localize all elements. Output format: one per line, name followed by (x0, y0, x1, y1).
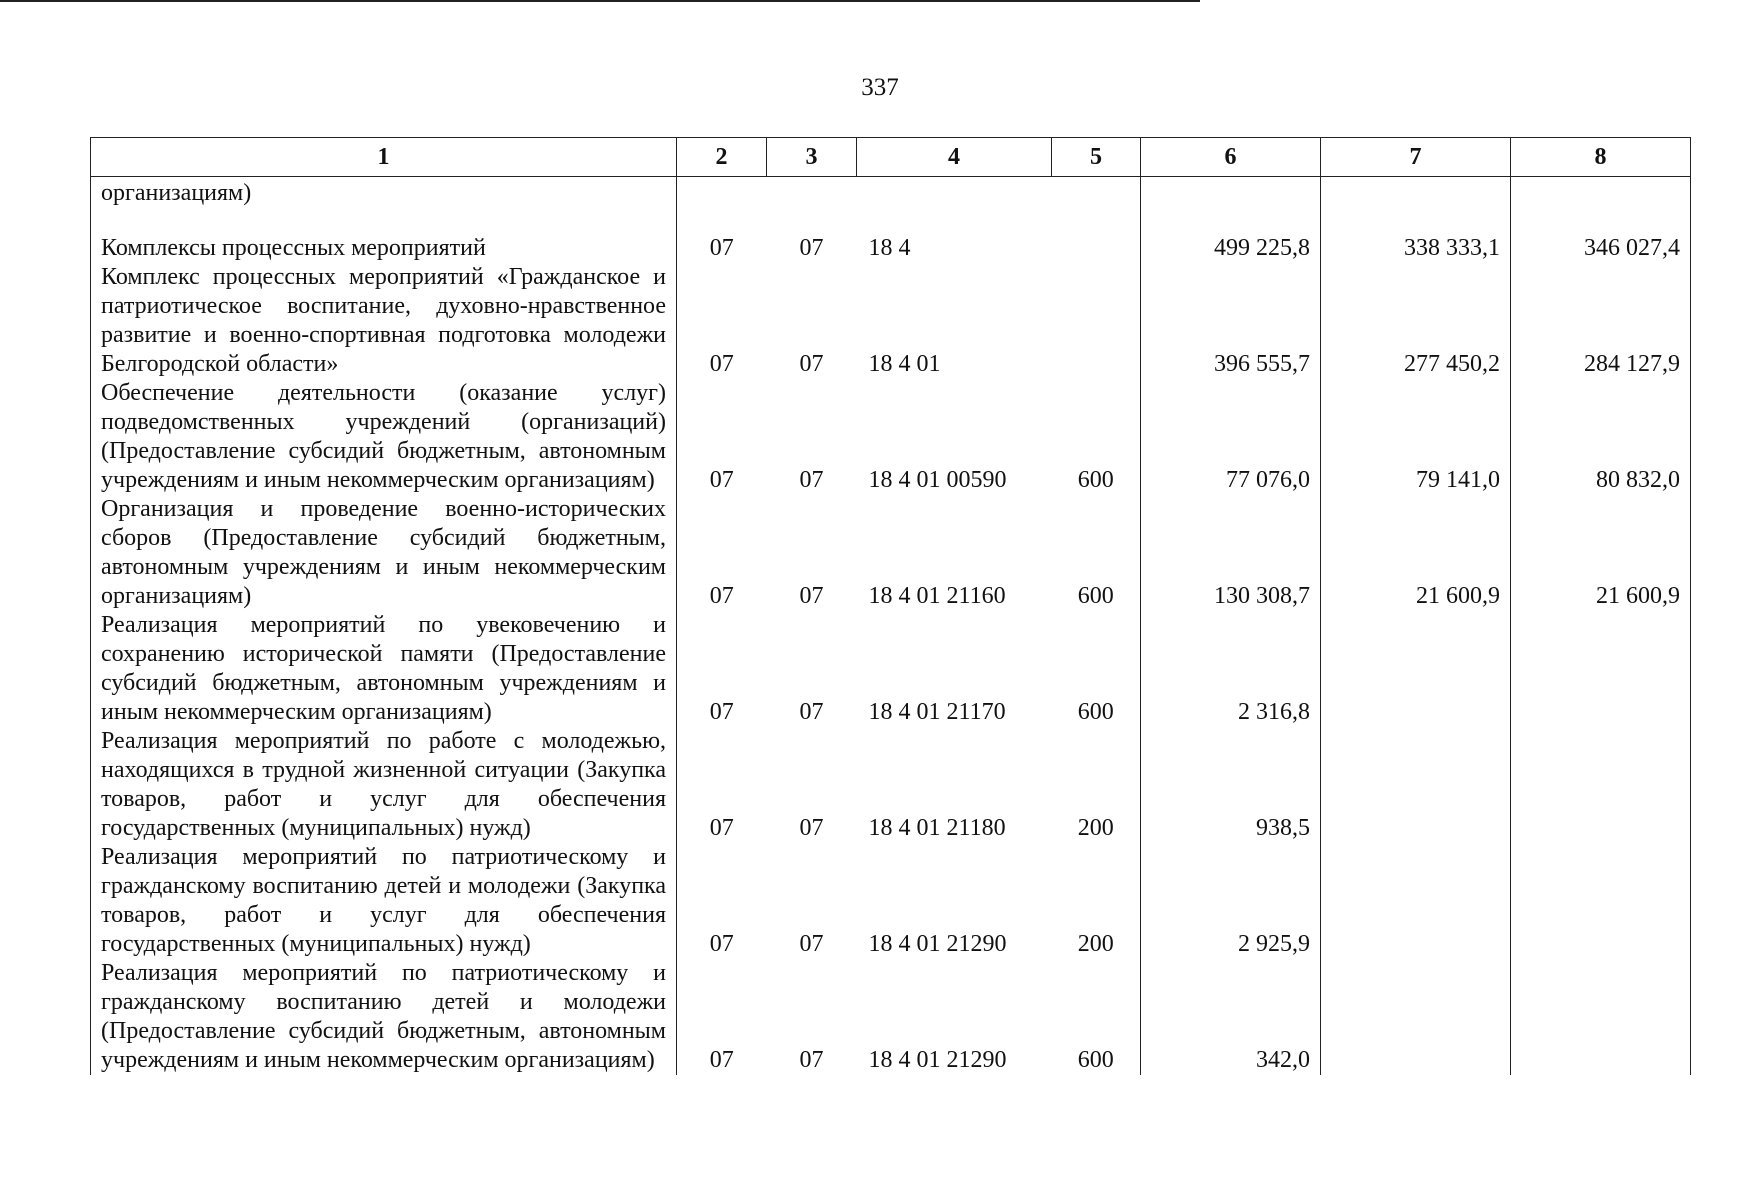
section-code: 07 (677, 727, 767, 843)
subsection-code (767, 177, 857, 209)
section-code (677, 177, 767, 209)
subsection-code: 07 (799, 467, 824, 493)
subsection-code: 07 (799, 931, 824, 957)
amount-col8 (1511, 177, 1691, 209)
amount-col8: 21 600,9 (1511, 495, 1691, 611)
subsection-code: 07 (799, 1047, 824, 1073)
budget-table (90, 137, 1691, 1075)
target-article-code: 18 4 (868, 235, 911, 261)
amount-col7 (1321, 177, 1511, 209)
expense-type-code (1052, 263, 1141, 379)
table-row (91, 843, 1691, 959)
amount-col8 (1511, 843, 1691, 959)
expense-type-code: 600 (1052, 495, 1141, 611)
subsection-code: 07 (799, 583, 824, 609)
expense-type-code: 600 (1052, 379, 1141, 495)
row-name: Комплексы процессных мероприятий (91, 234, 677, 263)
amount-col6: 396 555,7 (1141, 263, 1321, 379)
row-name: организациям) (91, 177, 677, 209)
amount-col8 (1511, 727, 1691, 843)
expense-type-code (1052, 234, 1141, 263)
amount-col7: 338 333,1 (1321, 234, 1511, 263)
subsection-code: 07 (799, 235, 824, 261)
table-row (91, 177, 1691, 209)
table-row (91, 263, 1691, 379)
amount-col7 (1321, 959, 1511, 1075)
amount-col8 (1511, 611, 1691, 727)
target-article-code (857, 177, 1052, 209)
amount-col7 (1321, 611, 1511, 727)
table-row (91, 379, 1691, 495)
column-header: 7 (1321, 138, 1511, 177)
target-article-code: 18 4 01 21180 (868, 815, 1006, 841)
amount-col7: 277 450,2 (1321, 263, 1511, 379)
section-code: 07 (677, 379, 767, 495)
row-name: Обеспечение деятельности (оказание услуг) подведомственных учреждений (организаций) (Предоставление субсидий бюджетным, автономным учреждениям и иным некоммерческим организациям) (91, 379, 677, 495)
row-name: Организация и проведение военно-исторических сборов (Предоставление субсидий бюджетным, автономным учреждениям и иным некоммерческим организациям) (91, 495, 677, 611)
page-number: 337 (861, 74, 899, 101)
target-article-code: 18 4 01 21290 (868, 1047, 1007, 1073)
amount-col8: 284 127,9 (1511, 263, 1691, 379)
column-header: 5 (1052, 138, 1141, 177)
expense-type-code: 600 (1052, 959, 1141, 1075)
section-code: 07 (677, 495, 767, 611)
column-header: 4 (857, 138, 1052, 177)
amount-col6: 499 225,8 (1141, 234, 1321, 263)
section-code: 07 (677, 263, 767, 379)
subsection-code: 07 (799, 699, 824, 725)
amount-col8 (1511, 959, 1691, 1075)
column-header: 8 (1511, 138, 1691, 177)
amount-col6: 2 925,9 (1141, 843, 1321, 959)
target-article-code: 18 4 01 21290 (868, 931, 1007, 957)
table-row (91, 727, 1691, 843)
row-name: Комплекс процессных мероприятий «Гражданское и патриотическое воспитание, духовно-нравственное развитие и военно-спортивная подготовка молодежи Белгородской области» (91, 263, 677, 379)
column-header: 3 (767, 138, 857, 177)
table-row (91, 495, 1691, 611)
amount-col7: 21 600,9 (1321, 495, 1511, 611)
amount-col6: 2 316,8 (1141, 611, 1321, 727)
column-header: 2 (677, 138, 767, 177)
amount-col8: 80 832,0 (1511, 379, 1691, 495)
section-code: 07 (677, 234, 767, 263)
amount-col6 (1141, 177, 1321, 209)
amount-col7 (1321, 843, 1511, 959)
row-name: Реализация мероприятий по увековечению и сохранению исторической памяти (Предоставление субсидий бюджетным, автономным учреждениям и иным некоммерческим организациям) (91, 611, 677, 727)
amount-col7 (1321, 727, 1511, 843)
top-rule (0, 0, 1200, 2)
row-name: Реализация мероприятий по патриотическому и гражданскому воспитанию детей и молодежи (Предоставление субсидий бюджетным, автономным учреждениям и иным некоммерческим организациям) (91, 959, 677, 1075)
expense-type-code: 200 (1052, 727, 1141, 843)
amount-col8: 346 027,4 (1511, 234, 1691, 263)
section-code: 07 (677, 611, 767, 727)
target-article-code: 18 4 01 21160 (868, 583, 1006, 609)
table-row (91, 959, 1691, 1075)
row-name: Реализация мероприятий по патриотическому и гражданскому воспитанию детей и молодежи (Закупка товаров, работ и услуг для обеспечения государственных (муниципальных) нужд) (91, 843, 677, 959)
amount-col6: 77 076,0 (1141, 379, 1321, 495)
section-code: 07 (677, 843, 767, 959)
target-article-code: 18 4 01 00590 (868, 467, 1007, 493)
expense-type-code: 600 (1052, 611, 1141, 727)
table-row (91, 234, 1691, 263)
amount-col6: 130 308,7 (1141, 495, 1321, 611)
subsection-code: 07 (799, 351, 824, 377)
expense-type-code: 200 (1052, 843, 1141, 959)
amount-col7: 79 141,0 (1321, 379, 1511, 495)
target-article-code: 18 4 01 21170 (868, 699, 1006, 725)
amount-col6: 342,0 (1141, 959, 1321, 1075)
target-article-code: 18 4 01 (868, 351, 941, 377)
section-code: 07 (677, 959, 767, 1075)
expense-type-code (1052, 177, 1141, 209)
row-name: Реализация мероприятий по работе с молодежью, находящихся в трудной жизненной ситуации (Закупка товаров, работ и услуг для обеспечения государственных (муниципальных) нужд) (91, 727, 677, 843)
column-header: 6 (1141, 138, 1321, 177)
subsection-code: 07 (799, 815, 824, 841)
table-header-row (91, 138, 1691, 177)
spacer-row (91, 208, 1691, 234)
amount-col6: 938,5 (1141, 727, 1321, 843)
table-row (91, 611, 1691, 727)
column-header: 1 (91, 138, 677, 177)
